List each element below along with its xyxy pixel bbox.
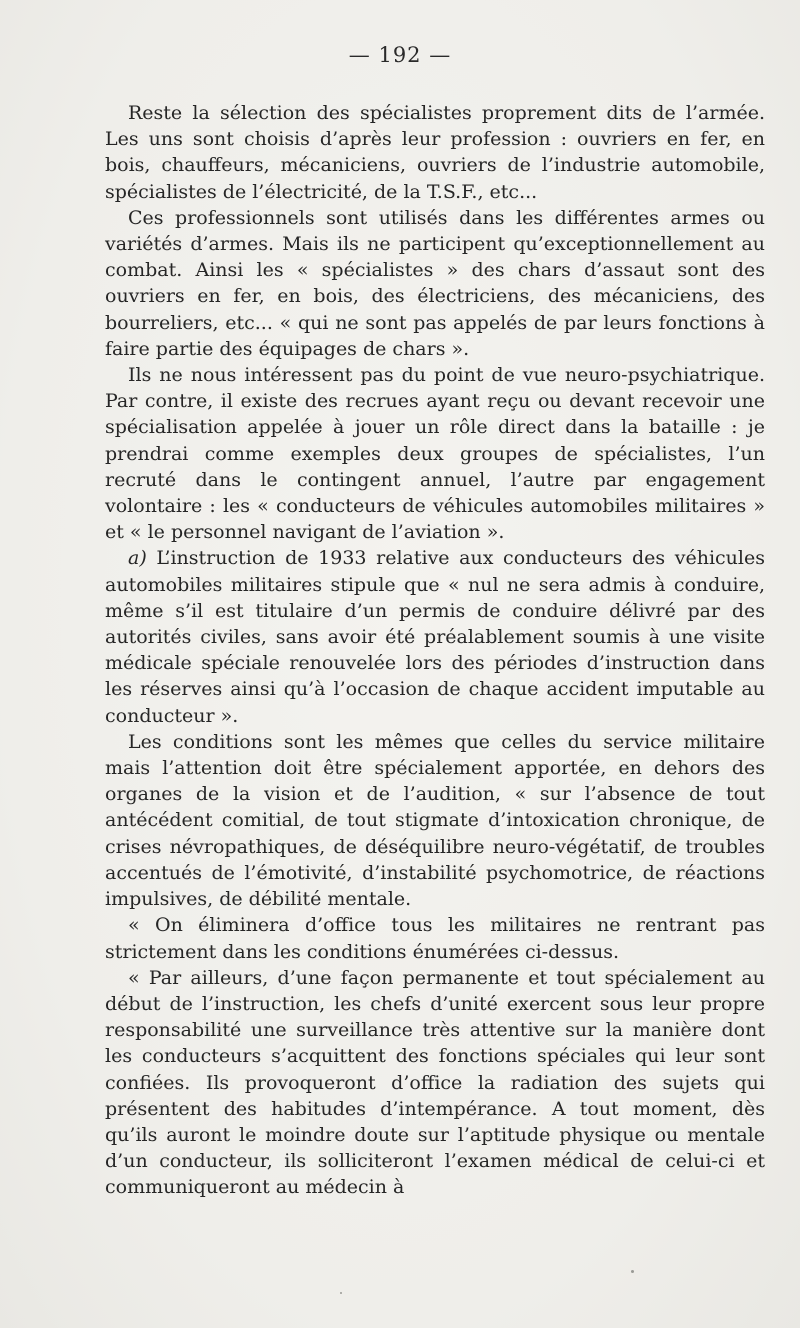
paragraph-6: « On éliminera d’office tous les militaires ne rentrant pas strictement dans les conditions énumérées ci-dessus. xyxy=(105,914,765,963)
paper-speck xyxy=(631,1270,634,1273)
paragraph-5: Les conditions sont les mêmes que celles du service militaire mais l’attention doit être spécialement apportée, en dehors des organes de la vision et de l’audition, « sur l’absence de tout antécédent comitial, de tout stigmate d’intoxication chronique, de crises névropathiques, de déséquilibre neuro-végétatif, de troubles accentués de l’émotivité, d’instabilité psychomotrice, de réactions impulsives, de débilité mentale. xyxy=(105,730,765,911)
body-text xyxy=(105,100,765,1201)
paragraph-7: « Par ailleurs, d’une façon permanente et tout spécialement au début de l’instruction, les chefs d’unité exercent sous leur propre responsabilité une surveillance très attentive sur la manière dont les conducteurs s’acquittent des fonctions spéciales qui leur sont confiées. Ils provoqueront d’office la radiation des sujets qui présentent des habitudes d’intempérance. A tout moment, dès qu’ils auront le moindre doute sur l’aptitude physique ou mentale d’un conducteur, ils solliciteront l’examen médical de celui-ci et communiqueront au médecin à xyxy=(105,966,765,1199)
paper-speck xyxy=(340,1292,342,1294)
paragraph-4-text: L’instruction de 1933 relative aux conducteurs des véhicules automobiles militaires stipule que « nul ne sera admis à conduire, même s’il est titulaire d’un permis de conduire délivré par des autorités civiles, sans avoir été préalablement soumis à une visite médicale spéciale renouvelée lors des périodes d’instruction dans les réserves ainsi qu’à l’occasion de chaque accident imputable au conducteur ». xyxy=(105,547,765,727)
paragraph-2: Ces professionnels sont utilisés dans les différentes armes ou variétés d’armes. Mais ils ne participent qu’exceptionnellement au combat. Ainsi les « spécialistes » des chars d’assaut sont des ouvriers en fer, en bois, des électriciens, des mécaniciens, des bourreliers, etc... « qui ne sont pas appelés de par leurs fonctions à faire partie des équipages de chars ». xyxy=(105,206,765,360)
paragraph-3: Ils ne nous intéressent pas du point de vue neuro-psychiatrique. Par contre, il existe des recrues ayant reçu ou devant recevoir une spécialisation appelée à jouer un rôle direct dans la bataille : je prendrai comme exemples deux groupes de spécialistes, l’un recruté dans le contingent annuel, l’autre par engagement volontaire : les « conducteurs de véhicules automobiles militaires » et « le personnel navigant de l’aviation ». xyxy=(105,364,765,544)
page-number: — 192 — xyxy=(348,43,452,67)
paragraph-4 xyxy=(105,545,765,728)
list-marker-a: a) xyxy=(128,547,147,570)
paragraph-1: Reste la sélection des spécialistes proprement dits de l’armée. Les uns sont choisis d’après leur profession : ouvriers en fer, en bois, chauffeurs, mécaniciens, ouvriers de l’industrie automobile, spécialistes de l’électricité, de la T.S.F., etc... xyxy=(105,102,765,203)
